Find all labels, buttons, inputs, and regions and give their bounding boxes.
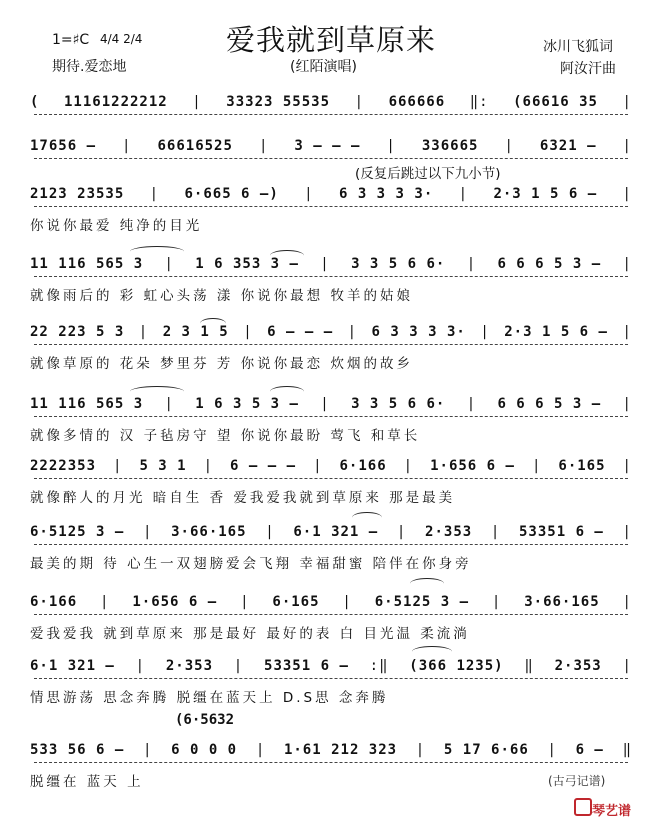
note-group: 3·66·165 bbox=[524, 594, 600, 610]
note-group: 53351 6 – bbox=[264, 658, 349, 674]
note-group: 336665 bbox=[421, 138, 479, 154]
brand-label: 琴艺谱 bbox=[592, 804, 632, 819]
notation-row-1 bbox=[30, 88, 632, 116]
slur-mark bbox=[270, 386, 304, 397]
beam-line bbox=[34, 206, 628, 207]
slur-mark bbox=[352, 512, 382, 523]
bar-line: | bbox=[622, 256, 632, 272]
bar-line: ‖ bbox=[524, 658, 534, 674]
bar-line: | bbox=[164, 396, 174, 412]
bar-line: | bbox=[313, 458, 323, 474]
bar-line: | bbox=[622, 458, 632, 474]
lyricist-credit: 冰川飞狐词 bbox=[543, 39, 613, 55]
note-group: 6·665 6 –) bbox=[184, 186, 279, 202]
note-group: 1 6 3 5 3 – bbox=[195, 396, 299, 412]
note-group: 5 3 1 bbox=[139, 458, 187, 474]
bar-line: | bbox=[342, 594, 352, 610]
slur-mark bbox=[130, 246, 184, 257]
lyric-row-4: 就像雨后的 彩 虹心头荡 漾 你说你最想 牧羊的姑娘 bbox=[30, 288, 413, 304]
bar-line: | bbox=[304, 186, 314, 202]
note-group: 6·165 bbox=[558, 458, 606, 474]
bar-line: | bbox=[504, 138, 514, 154]
bar-line: | bbox=[458, 186, 469, 202]
note-group: 2·3 1 5 6 – bbox=[504, 324, 608, 340]
bar-line: | bbox=[320, 256, 330, 272]
note-group: 6·166 bbox=[339, 458, 387, 474]
note-group: 6 3 3 3 3· bbox=[371, 324, 466, 340]
bar-line: | bbox=[531, 458, 542, 474]
note-group: 6 3 3 3 3· bbox=[338, 186, 434, 202]
bar-line: | bbox=[113, 458, 123, 474]
note-group: 1 6 353 3 – bbox=[195, 256, 299, 272]
note-group: 3 – – – bbox=[294, 138, 361, 154]
note-group: 6 6 6 5 3 – bbox=[497, 256, 602, 272]
ds-phrase: (6·5632 bbox=[175, 712, 235, 728]
bar-line: | bbox=[622, 524, 632, 540]
bar-line: | bbox=[164, 256, 174, 272]
brand-logo-icon bbox=[574, 798, 592, 816]
bar-line: | bbox=[122, 138, 132, 154]
note-group: 6·166 bbox=[30, 594, 78, 610]
note-group: 666666 bbox=[388, 94, 446, 110]
bar-line: | bbox=[386, 138, 396, 154]
bar-line: | bbox=[396, 524, 407, 540]
lyric-row-11: 脱缰在 蓝天 上 bbox=[30, 774, 144, 790]
note-group: 1·656 6 – bbox=[132, 594, 218, 610]
note-group: 5 17 6·66 bbox=[443, 742, 529, 758]
note-group: 53351 6 – bbox=[519, 524, 604, 540]
time-signature: 4/4 2/4 bbox=[100, 32, 143, 46]
bar-line: | bbox=[100, 594, 110, 610]
beam-line bbox=[34, 678, 628, 679]
bar-line: | bbox=[622, 138, 632, 154]
bar-line: | bbox=[149, 186, 160, 202]
bar-line: | bbox=[265, 524, 275, 540]
bar-line: | bbox=[415, 742, 426, 758]
note-group: 2222353 bbox=[30, 458, 97, 474]
bar-line: | bbox=[403, 458, 414, 474]
notation-row-11 bbox=[30, 736, 632, 764]
note-group: 33323 55535 bbox=[226, 94, 330, 110]
mood-marking: 期待.爱恋地 bbox=[52, 59, 127, 75]
repeat-note: (反复后跳过以下九小节) bbox=[355, 166, 501, 182]
note-group: 6·5125 3 – bbox=[30, 524, 125, 540]
bar-line: | bbox=[547, 742, 557, 758]
slur-mark bbox=[270, 250, 304, 261]
note-group: 1·656 6 – bbox=[430, 458, 515, 474]
slur-mark bbox=[410, 578, 444, 589]
bar-line: | bbox=[203, 458, 214, 474]
note-group: 2123 23535 bbox=[30, 186, 125, 202]
lyric-row-3: 你说你最爱 纯净的目光 bbox=[30, 218, 203, 234]
bar-line: | bbox=[490, 524, 501, 540]
note-group: 1·61 212 323 bbox=[283, 742, 398, 758]
bar-line: | bbox=[142, 524, 153, 540]
note-group: 6 0 0 0 bbox=[171, 742, 238, 758]
note-group: 6 – bbox=[575, 742, 604, 758]
beam-line bbox=[34, 614, 628, 615]
bar-line: | bbox=[347, 324, 358, 340]
bar-line: | bbox=[135, 658, 146, 674]
bar-line: | bbox=[233, 658, 244, 674]
note-group: ( bbox=[30, 94, 40, 110]
bar-line: | bbox=[491, 594, 502, 610]
bar-line: | bbox=[622, 594, 632, 610]
bar-line: | bbox=[240, 594, 250, 610]
slur-mark bbox=[412, 646, 452, 657]
bar-line: | bbox=[622, 324, 632, 340]
notation-row-9 bbox=[30, 588, 632, 616]
bar-line: | bbox=[622, 658, 632, 674]
beam-line bbox=[34, 478, 628, 479]
composer-credit: 阿汝汗曲 bbox=[560, 61, 616, 77]
note-group: 533 56 6 – bbox=[30, 742, 125, 758]
bar-line: | bbox=[480, 324, 490, 340]
bar-line: | bbox=[142, 742, 153, 758]
notation-row-2 bbox=[30, 132, 632, 160]
notation-row-7 bbox=[30, 452, 632, 480]
beam-line bbox=[34, 344, 628, 345]
lyric-row-8: 最美的期 待 心生一双翅膀爱会飞翔 幸福甜蜜 陪伴在你身旁 bbox=[30, 556, 472, 572]
note-group: 11 116 565 3 bbox=[30, 256, 144, 272]
lyric-row-6: 就像多情的 汉 子毡房守 望 你说你最盼 莺飞 和草长 bbox=[30, 428, 421, 444]
copyist-credit: (古弓记谱) bbox=[548, 774, 606, 788]
bar-line: | bbox=[192, 94, 202, 110]
notation-row-3 bbox=[30, 180, 632, 208]
key-signature: 1=♯C bbox=[52, 32, 90, 48]
note-group: 66616525 bbox=[157, 138, 233, 154]
note-group: 11 116 565 3 bbox=[30, 396, 144, 412]
bar-line: | bbox=[354, 94, 364, 110]
bar-line: | bbox=[138, 324, 149, 340]
note-group: 6321 – bbox=[539, 138, 597, 154]
bar-line: | bbox=[466, 256, 477, 272]
bar-line: :‖ bbox=[369, 658, 389, 674]
note-group: 6 6 6 5 3 – bbox=[497, 396, 602, 412]
lyric-row-5: 就像草原的 花朵 梦里芬 芳 你说你最恋 炊烟的故乡 bbox=[30, 356, 413, 372]
beam-line bbox=[34, 276, 628, 277]
note-group: 11161222212 bbox=[64, 94, 168, 110]
note-group: 6·165 bbox=[272, 594, 320, 610]
lyric-row-7: 就像醉人的月光 暗自生 香 爱我爱我就到草原来 那是最美 bbox=[30, 490, 456, 506]
lyric-row-10: 情思游荡 思念奔腾 脱缰在蓝天上 D.S思 念奔腾 bbox=[30, 690, 389, 706]
beam-line bbox=[34, 158, 628, 159]
note-group: 2·353 bbox=[425, 524, 473, 540]
note-group: 2 3 1 5 bbox=[162, 324, 229, 340]
note-group: 3·66·165 bbox=[171, 524, 247, 540]
bar-line: | bbox=[320, 396, 330, 412]
singer-credit: (红陌演唱) bbox=[290, 59, 357, 75]
beam-line bbox=[34, 544, 628, 545]
bar-line: | bbox=[622, 396, 632, 412]
notation-row-5 bbox=[30, 318, 632, 346]
note-group: 3 3 5 6 6· bbox=[351, 256, 446, 272]
notation-row-10 bbox=[30, 652, 632, 680]
notation-row-6 bbox=[30, 390, 632, 418]
note-group: (66616 35 bbox=[513, 94, 598, 110]
bar-line: | bbox=[622, 186, 632, 202]
beam-line bbox=[34, 114, 628, 115]
bar-line: ‖: bbox=[469, 94, 489, 110]
note-group: 6 – – – bbox=[267, 324, 334, 340]
bar-line: ‖ bbox=[622, 742, 632, 758]
note-group: 22 223 5 3 bbox=[30, 324, 125, 340]
beam-line bbox=[34, 416, 628, 417]
slur-mark bbox=[130, 386, 184, 397]
note-group: 17656 – bbox=[30, 138, 97, 154]
note-group: 2·3 1 5 6 – bbox=[493, 186, 598, 202]
bar-line: | bbox=[243, 324, 253, 340]
song-title: 爱我就到草原来 bbox=[226, 23, 437, 57]
note-group: 2·353 bbox=[554, 658, 602, 674]
beam-line bbox=[34, 762, 628, 763]
bar-line: | bbox=[622, 94, 632, 110]
slur-mark bbox=[200, 318, 226, 329]
note-group: (366 1235) bbox=[409, 658, 504, 674]
bar-line: | bbox=[466, 396, 477, 412]
note-group: 2·353 bbox=[165, 658, 214, 674]
bar-line: | bbox=[255, 742, 266, 758]
note-group: 6·5125 3 – bbox=[374, 594, 470, 610]
note-group: 6 – – – bbox=[230, 458, 297, 474]
note-group: 3 3 5 6 6· bbox=[351, 396, 446, 412]
notation-row-4 bbox=[30, 250, 632, 278]
note-group: 6·1 321 – bbox=[30, 658, 115, 674]
lyric-row-9: 爱我爱我 就到草原来 那是最好 最好的表 白 目光温 柔流淌 bbox=[30, 626, 470, 642]
note-group: 6·1 321 – bbox=[293, 524, 379, 540]
bar-line: | bbox=[258, 138, 269, 154]
notation-row-8 bbox=[30, 518, 632, 546]
